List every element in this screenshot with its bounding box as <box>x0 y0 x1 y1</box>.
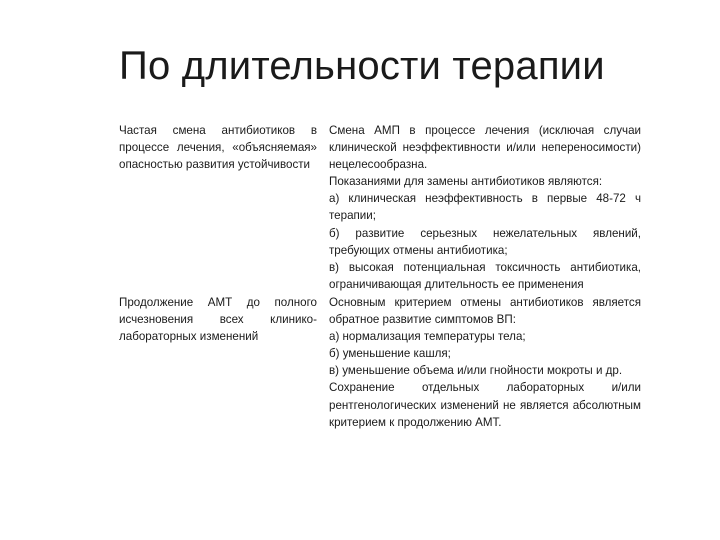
myth-text: Продолжение АМТ до полного исчезновения всех клинико-лабораторных изменений <box>119 295 317 344</box>
recommendation-line: б) развитие серьезных нежелательных явлений, требующих отмены антибиотика; <box>329 226 641 257</box>
recommendation-line: Смена АМП в процессе лечения (исключая случаи клинической неэффективности и/или непереносимости) нецелесообразна. <box>329 124 641 172</box>
recommendation-line: Основным критерием отмены антибиотиков является обратное развитие симптомов ВП: <box>329 295 641 327</box>
myth-cell <box>119 122 317 293</box>
myth-cell <box>119 294 317 431</box>
recommendation-line: Показаниями для замены антибиотиков являются: <box>329 175 603 189</box>
myth-text: Частая смена антибиотиков в процессе лечения, «объясняемая» опасностью развития устойчивости <box>119 124 317 172</box>
comparison-table <box>119 122 641 431</box>
recommendation-line: в) высокая потенциальная токсичность антибиотика, ограничивающая длительность ее применения <box>329 260 641 291</box>
recommendation-line: а) нормализация температуры тела; <box>329 330 526 344</box>
table-row <box>119 294 641 431</box>
recommendation-line: в) уменьшение объема и/или гнойности мокроты и др. <box>329 364 623 378</box>
recommendation-line: а) клиническая неэффективность в первые 48-72 ч терапии; <box>329 192 641 223</box>
recommendation-line: Сохранение отдельных лабораторных и/или рентгенологических изменений не является абсолютным критерием к продолжению АМТ. <box>329 381 641 429</box>
table-row <box>119 122 641 293</box>
recommendation-cell <box>329 294 641 431</box>
recommendation-cell <box>329 122 641 293</box>
slide-title: По длительности терапии <box>119 44 605 88</box>
recommendation-line: б) уменьшение кашля; <box>329 347 451 361</box>
